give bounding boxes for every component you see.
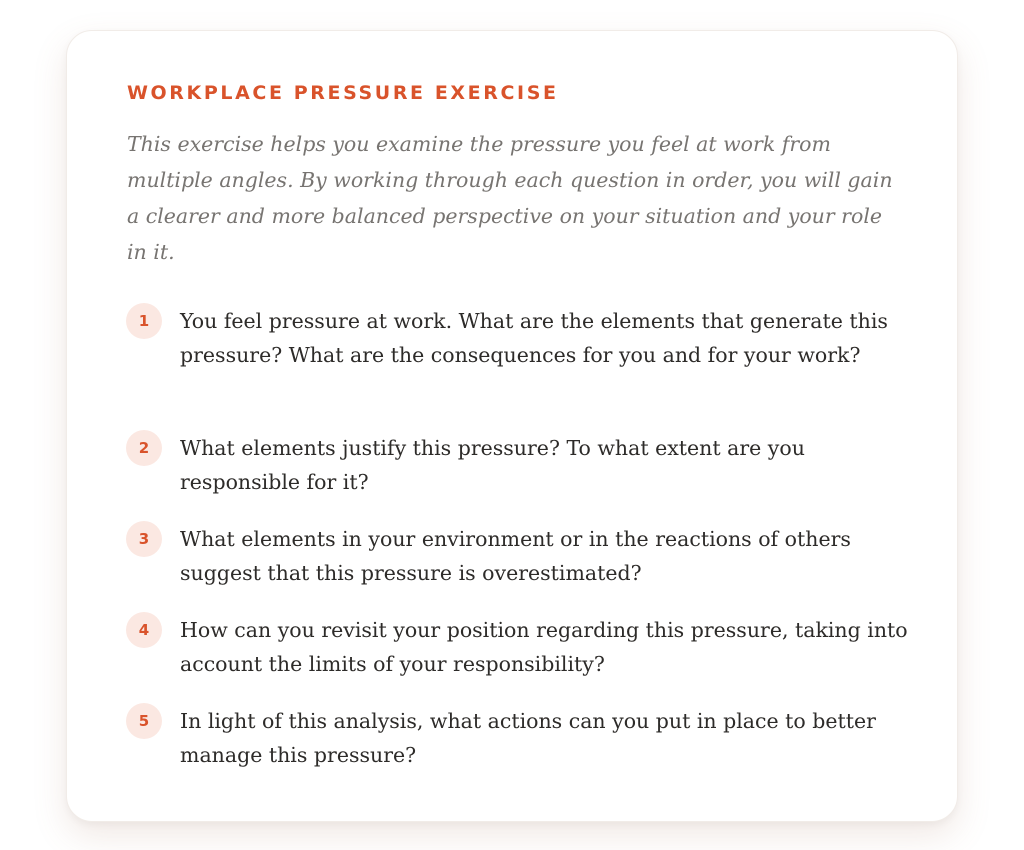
step-number-badge: 2 <box>126 430 162 466</box>
question-item <box>126 521 916 612</box>
exercise-intro: This exercise helps you examine the pressure you feel at work from multiple angles. By working through each question in order, you will gain a clearer and more balanced perspective on your situation and your role in it. <box>127 132 893 264</box>
question-text: In light of this analysis, what actions can you put in place to better manage this pressure? <box>180 709 876 767</box>
question-item <box>126 612 916 703</box>
question-item <box>126 303 916 430</box>
question-item <box>126 430 916 521</box>
exercise-title: WORKPLACE PRESSURE EXERCISE <box>127 82 559 104</box>
question-text: You feel pressure at work. What are the elements that generate this pressure? What are the consequences for you and for your work? <box>180 309 888 367</box>
question-text: How can you revisit your position regarding this pressure, taking into account the limits of your responsibility? <box>180 618 908 676</box>
step-number-badge: 4 <box>126 612 162 648</box>
step-number-badge: 5 <box>126 703 162 739</box>
question-list <box>126 303 916 794</box>
question-item <box>126 703 916 794</box>
step-number-badge: 1 <box>126 303 162 339</box>
question-text: What elements in your environment or in the reactions of others suggest that this pressure is overestimated? <box>180 527 851 585</box>
exercise-card <box>66 30 958 822</box>
step-number-badge: 3 <box>126 521 162 557</box>
question-text: What elements justify this pressure? To what extent are you responsible for it? <box>180 436 805 494</box>
